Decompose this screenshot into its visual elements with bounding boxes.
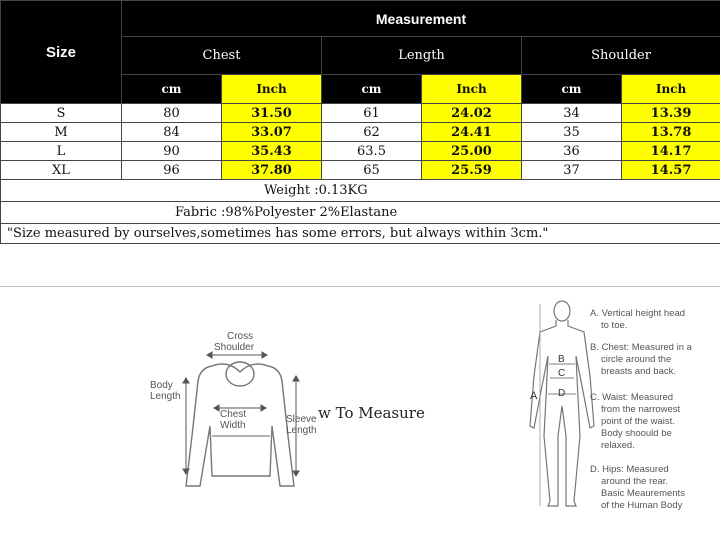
measure-guide-svg: [0, 286, 720, 532]
shoulder-inch-cell: 13.78: [622, 123, 720, 142]
how-to-measure-text: w To Measure: [318, 404, 425, 422]
desc-b-3: breasts and back.: [601, 366, 676, 377]
size-cell: S: [1, 104, 122, 123]
length-inch-cell: 24.41: [422, 123, 522, 142]
desc-a-1: A. Vertical height head: [590, 308, 685, 319]
shoulder-cm-cell: 34: [522, 104, 622, 123]
length-header: Length: [322, 37, 522, 75]
desc-b-1: B. Chest: Measured in a: [590, 342, 693, 353]
measurement-header: Measurement: [122, 1, 720, 37]
desc-b-2: circle around the: [601, 354, 671, 365]
chest-width-label-1: Chest: [220, 409, 246, 420]
size-cell: L: [1, 142, 122, 161]
body-length-arrow: [183, 378, 189, 474]
chest-inch-cell: 33.07: [222, 123, 322, 142]
sleeve-length-label-1: Sleeve: [286, 414, 317, 425]
cross-label-2: Shoulder: [214, 342, 255, 353]
table-row: [1, 104, 720, 123]
chest-cm-cell: 84: [122, 123, 222, 142]
desc-c-3: point of the waist.: [601, 416, 675, 427]
body-length-label-2: Length: [150, 391, 181, 402]
sleeve-length-label-2: Length: [286, 425, 317, 436]
desc-d-3: Basic Meaurements: [601, 488, 685, 499]
measure-guide: [0, 286, 720, 532]
chest-cm-cell: 90: [122, 142, 222, 161]
desc-d-4: of the Human Body: [601, 500, 683, 511]
size-header: Size: [1, 1, 122, 104]
length-inch-cell: 25.59: [422, 161, 522, 180]
length-inch-header: Inch: [422, 75, 522, 104]
desc-a-2: to toe.: [601, 320, 627, 331]
letter-d: D: [558, 388, 565, 399]
shoulder-inch-cell: 13.39: [622, 104, 720, 123]
table-row: [1, 123, 720, 142]
desc-d-2: around the rear.: [601, 476, 668, 487]
length-inch-cell: 24.02: [422, 104, 522, 123]
length-cm-header: cm: [322, 75, 422, 104]
shoulder-inch-header: Inch: [622, 75, 720, 104]
chest-inch-cell: 31.50: [222, 104, 322, 123]
length-cm-cell: 63.5: [322, 142, 422, 161]
shoulder-cm-cell: 37: [522, 161, 622, 180]
shoulder-cm-cell: 36: [522, 142, 622, 161]
length-cm-cell: 61: [322, 104, 422, 123]
chest-cm-cell: 80: [122, 104, 222, 123]
shoulder-header: Shoulder: [522, 37, 720, 75]
shoulder-inch-cell: 14.57: [622, 161, 720, 180]
size-cell: M: [1, 123, 122, 142]
chest-inch-header: Inch: [222, 75, 322, 104]
table-row: [1, 142, 720, 161]
chest-cm-cell: 96: [122, 161, 222, 180]
desc-c-1: C. Waist: Measured: [590, 392, 673, 403]
size-note: "Size measured by ourselves,sometimes has some errors, but always within 3cm.": [1, 224, 720, 244]
chest-cm-header: cm: [122, 75, 222, 104]
desc-d-1: D. Hips: Measured: [590, 464, 669, 475]
shoulder-inch-cell: 14.17: [622, 142, 720, 161]
letter-a: A: [530, 390, 538, 402]
chest-inch-cell: 35.43: [222, 142, 322, 161]
size-cell: XL: [1, 161, 122, 180]
desc-c-2: from the narrowest: [601, 404, 681, 415]
length-cm-cell: 62: [322, 123, 422, 142]
table-row: [1, 161, 720, 180]
size-chart-table: [0, 0, 720, 244]
chest-width-label-2: Width: [220, 420, 246, 431]
length-inch-cell: 25.00: [422, 142, 522, 161]
desc-c-5: relaxed.: [601, 440, 635, 451]
shoulder-cm-header: cm: [522, 75, 622, 104]
fabric-row: Fabric :98%Polyester 2%Elastane: [1, 202, 720, 224]
desc-c-4: Body shoould be: [601, 428, 672, 439]
letter-c: C: [558, 368, 565, 379]
weight-row: Weight :0.13KG: [1, 180, 720, 202]
letter-b: B: [558, 354, 565, 365]
shoulder-cm-cell: 35: [522, 123, 622, 142]
cross-label-1: Cross: [227, 331, 253, 342]
body-length-label-1: Body: [150, 380, 173, 391]
chest-header: Chest: [122, 37, 322, 75]
chest-inch-cell: 37.80: [222, 161, 322, 180]
length-cm-cell: 65: [322, 161, 422, 180]
